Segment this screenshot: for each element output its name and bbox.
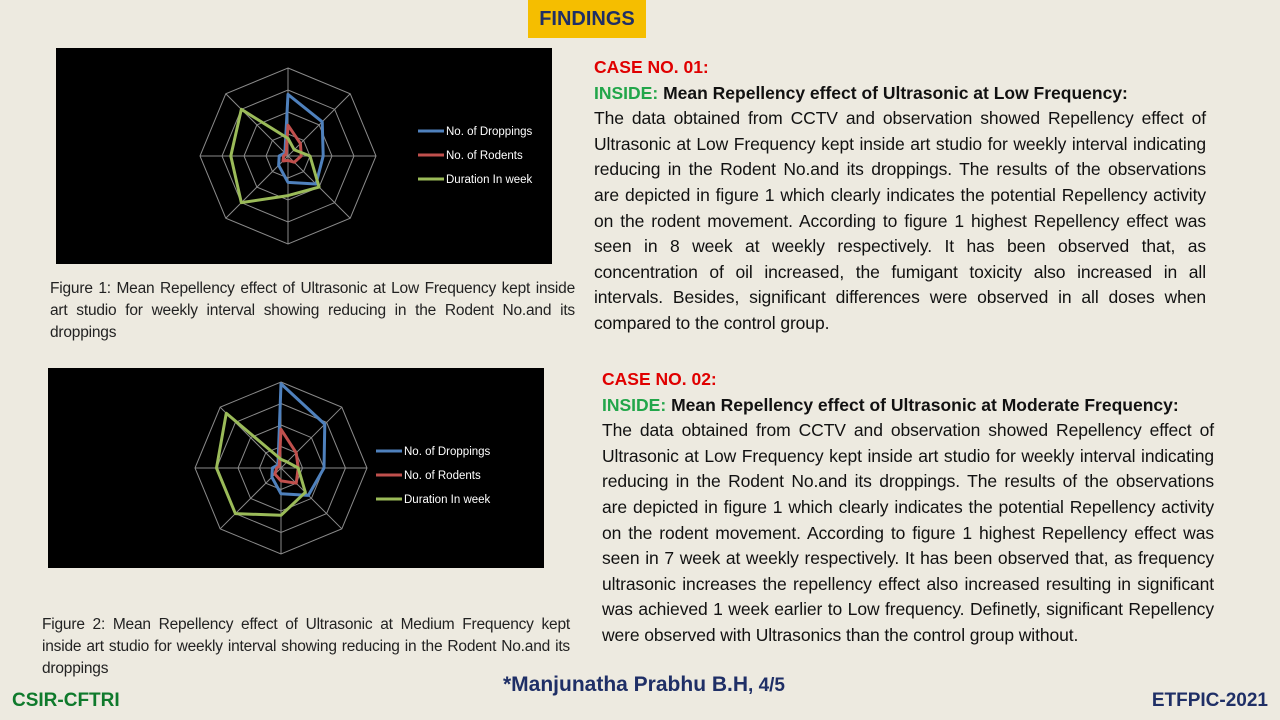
legend-label-1: No. of Droppings [446,126,533,138]
footer-event: ETFPIC-2021 [1151,690,1268,711]
case-2-body: The data obtained from CCTV and observation showed Repellency effect of Ultrasonic at Low Frequency kept inside art studio for weekly interval indicating reducing in the Rodent No.and its droppings. The results of the observations are depicted in figure 1 which clearly indicates the potential Repellency activity on the rodent movement. According to figure 1 highest Repellency effect was seen in 7 week at weekly respectively. It has been observed that, as frequency ultrasonic increases the repellency effect also increased resulting in significant was achieved 1 week earlier to Low frequency. Definetly, significant Repellency were observed with Ultrasonics than the control group without. [602,420,1214,645]
footer-page: , 4/5 [748,675,786,696]
case-2-heading: Mean Repellency effect of Ultrasonic at Moderate Frequency: [671,394,1179,415]
case-1-heading: Mean Repellency effect of Ultrasonic at Low Frequency: [663,82,1128,103]
legend-label-2: No. of Rodents [446,150,523,162]
footer-author-line [503,673,785,697]
case-1 [594,55,1206,337]
footer-organization: CSIR-CFTRI [12,690,120,711]
case-2-heading-line [602,393,1214,419]
case-1-heading-line [594,81,1206,107]
footer-author: *Manjunatha Prabhu B.H [503,673,749,696]
legend-label-1: No. of Droppings [404,446,491,458]
legend-label-2: No. of Rodents [404,470,481,482]
figure-1-chart [56,48,552,264]
case-1-inside-label: INSIDE: [594,82,659,103]
legend-label-3: Duration In week [404,494,491,506]
case-2-number: CASE NO. 02: [602,369,717,389]
findings-header [528,0,646,38]
figure-2-caption: Figure 2: Mean Repellency effect of Ultrasonic at Medium Frequency kept inside art studio for weekly interval showing reducing in the Rodent No.and its droppings [42,616,570,677]
figure-2-chart [48,368,544,568]
case-1-body: The data obtained from CCTV and observation showed Repellency effect of Ultrasonic at Low Frequency kept inside art studio for weekly interval indicating reducing in the Rodent No.and its droppings. The results of the observations are depicted in figure 1 which clearly indicates the potential Repellency activity on the rodent movement. According to figure 1 highest Repellency effect was seen in 8 week at weekly respectively. It has been observed that, as concentration of oil increased, the fumigant toxicity also increased in all intervals. Besides, significant differences were observed in all doses when compared to the control group. [594,108,1206,333]
findings-title: FINDINGS [539,7,635,30]
case-1-number: CASE NO. 01: [594,57,709,77]
radar-chart-1 [56,48,552,264]
radar-chart-2 [48,368,544,568]
case-2-inside-label: INSIDE: [602,394,667,415]
case-2 [602,367,1214,649]
legend-label-3: Duration In week [446,174,533,186]
figure-1-caption: Figure 1: Mean Repellency effect of Ultrasonic at Low Frequency kept inside art studio for weekly interval showing reducing in the Rodent No.and its droppings [50,280,575,341]
